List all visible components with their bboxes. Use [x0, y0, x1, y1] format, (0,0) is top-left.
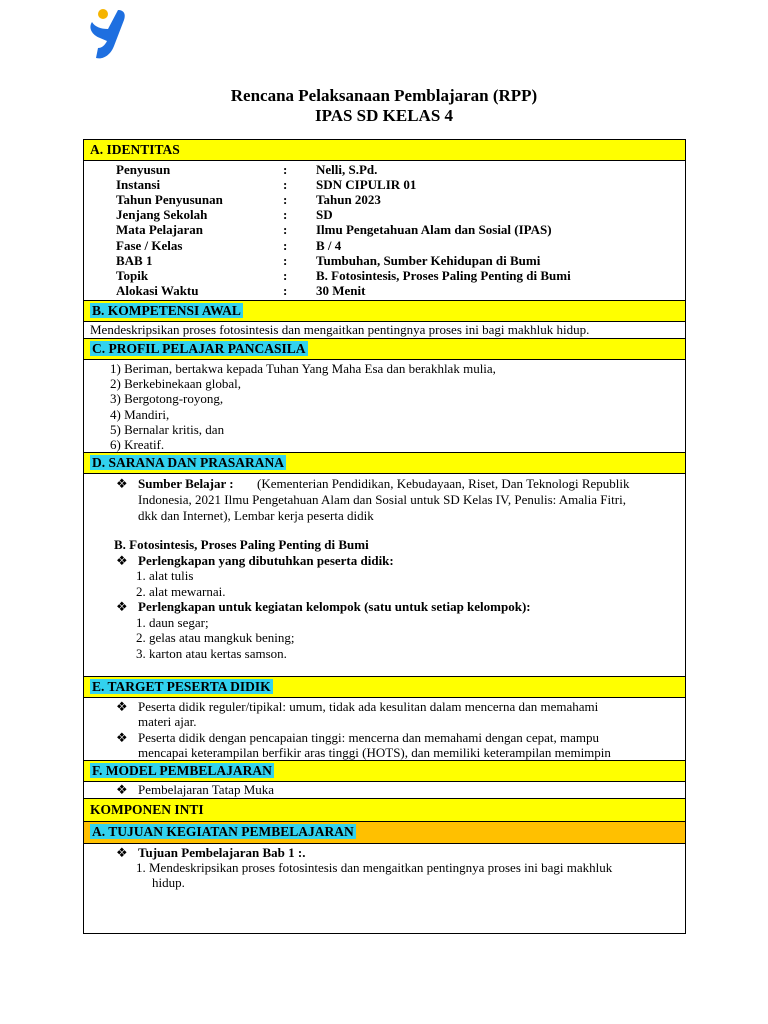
profil-item: 6) Kreatif. — [110, 437, 165, 452]
sumber-belajar-text: (Kementerian Pendidikan, Kebudayaan, Riset, Dan Teknologi Republik — [257, 476, 630, 491]
perlengkapan-kelompok-label: Perlengkapan untuk kegiatan kelompok (satu untuk setiap kelompok): — [138, 599, 531, 614]
bullet-icon: ❖ — [116, 699, 128, 714]
identitas-value: Nelli, S.Pd. — [316, 162, 378, 177]
target-text: Peserta didik reguler/tipikal: umum, tidak ada kesulitan dalam mencerna dan memahami — [138, 699, 599, 714]
identitas-separator: : — [283, 268, 288, 283]
perlengkapan-item: 1. alat tulis — [136, 568, 194, 583]
identitas-separator: : — [283, 222, 288, 237]
identitas-label: BAB 1 — [116, 253, 153, 268]
komponen-inti-header — [84, 799, 685, 822]
target-text: Peserta didik dengan pencapaian tinggi: mencerna dan memahami dengan cepat, mampu — [138, 730, 599, 745]
identitas-separator: : — [283, 253, 288, 268]
bullet-icon: ❖ — [116, 782, 128, 797]
identitas-label: Fase / Kelas — [116, 238, 183, 253]
identitas-label: Topik — [116, 268, 149, 283]
identitas-value: Ilmu Pengetahuan Alam dan Sosial (IPAS) — [316, 222, 552, 237]
section-profil-title: C. PROFIL PELAJAR PANCASILA — [92, 341, 306, 356]
bullet-icon: ❖ — [116, 553, 128, 568]
section-profil-header — [84, 339, 685, 360]
identitas-separator: : — [283, 192, 288, 207]
identitas-value: Tahun 2023 — [316, 192, 381, 207]
identitas-label: Tahun Penyusunan — [116, 192, 223, 207]
target-text: materi ajar. — [138, 714, 197, 729]
section-tujuan-title: A. TUJUAN KEGIATAN PEMBELAJARAN — [92, 824, 354, 839]
sumber-belajar-label: Sumber Belajar : — [138, 476, 234, 491]
perlengkapan-item: 2. alat mewarnai. — [136, 584, 226, 599]
identitas-value: B / 4 — [316, 238, 342, 253]
profil-item: 3) Bergotong-royong, — [110, 391, 224, 406]
tujuan-item: hidup. — [152, 875, 185, 890]
rpp-table — [83, 139, 686, 934]
perlengkapan-item: 1. daun segar; — [136, 615, 209, 630]
section-sarana-title: D. SARANA DAN PRASARANA — [92, 455, 285, 470]
perlengkapan-item: 3. karton atau kertas samson. — [136, 646, 287, 661]
profil-item: 4) Mandiri, — [110, 407, 170, 422]
tujuan-item: 1. Mendeskripsikan proses fotosintesis dan mengaitkan pentingnya proses ini bagi makhluk — [136, 860, 613, 875]
bullet-icon: ❖ — [116, 730, 128, 745]
tujuan-label: Tujuan Pembelajaran Bab 1 :. — [138, 845, 306, 860]
logo-icon — [84, 8, 130, 64]
section-model-header — [84, 761, 685, 782]
identitas-value: 30 Menit — [316, 283, 366, 298]
section-identitas-header — [84, 140, 685, 161]
identitas-separator: : — [283, 162, 288, 177]
section-kompetensi-title: B. KOMPETENSI AWAL — [92, 303, 241, 318]
target-text: mencapai keterampilan berfikir aras tinggi (HOTS), dan memiliki keterampilan memimpin — [138, 745, 611, 760]
identitas-label: Jenjang Sekolah — [116, 207, 208, 222]
sumber-belajar-text: dkk dan Internet), Lembar kerja peserta didik — [138, 508, 374, 523]
section-model-title: F. MODEL PEMBELAJARAN — [92, 763, 272, 778]
identitas-separator: : — [283, 283, 288, 298]
section-kompetensi-header — [84, 301, 685, 322]
document-subtitle: IPAS SD KELAS 4 — [314, 106, 454, 125]
section-identitas-title: A. IDENTITAS — [90, 142, 180, 157]
identitas-separator: : — [283, 238, 288, 253]
section-tujuan-header — [84, 822, 685, 844]
identitas-value: SD — [316, 207, 333, 222]
identitas-label: Mata Pelajaran — [116, 222, 204, 237]
komponen-inti-title: KOMPONEN INTI — [90, 802, 204, 817]
profil-item: 5) Bernalar kritis, dan — [110, 422, 225, 437]
bullet-icon: ❖ — [116, 599, 128, 614]
identitas-body — [84, 161, 685, 300]
profil-item: 2) Berkebinekaan global, — [110, 376, 242, 391]
sarana-topic: B. Fotosintesis, Proses Paling Penting di Bumi — [114, 537, 369, 552]
section-target-title: E. TARGET PESERTA DIDIK — [92, 679, 271, 694]
identitas-value: SDN CIPULIR 01 — [316, 177, 417, 192]
sumber-belajar-text: Indonesia, 2021 Ilmu Pengetahuan Alam dan Sosial untuk SD Kelas IV, Penulis: Amalia Fitri, — [138, 492, 626, 507]
perlengkapan-peserta-label: Perlengkapan yang dibutuhkan peserta didik: — [138, 553, 394, 568]
identitas-separator: : — [283, 207, 288, 222]
bullet-icon: ❖ — [116, 476, 128, 491]
perlengkapan-item: 2. gelas atau mangkuk bening; — [136, 630, 295, 645]
bullet-icon: ❖ — [116, 845, 128, 860]
kompetensi-text: Mendeskripsikan proses fotosintesis dan mengaitkan pentingnya proses ini bagi makhluk hidup. — [90, 322, 590, 337]
identitas-separator: : — [283, 177, 288, 192]
profil-item: 1) Beriman, bertakwa kepada Tuhan Yang Maha Esa dan berakhlak mulia, — [110, 361, 496, 376]
model-item: Pembelajaran Tatap Muka — [138, 782, 275, 797]
identitas-label: Instansi — [116, 177, 161, 192]
identitas-value: B. Fotosintesis, Proses Paling Penting di Bumi — [316, 268, 571, 283]
document-title: Rencana Pelaksanaan Pemblajaran (RPP) — [230, 86, 538, 105]
section-sarana-header — [84, 453, 685, 474]
identitas-label: Penyusun — [116, 162, 171, 177]
identitas-value: Tumbuhan, Sumber Kehidupan di Bumi — [316, 253, 541, 268]
section-target-header — [84, 677, 685, 698]
identitas-label: Alokasi Waktu — [116, 283, 199, 298]
